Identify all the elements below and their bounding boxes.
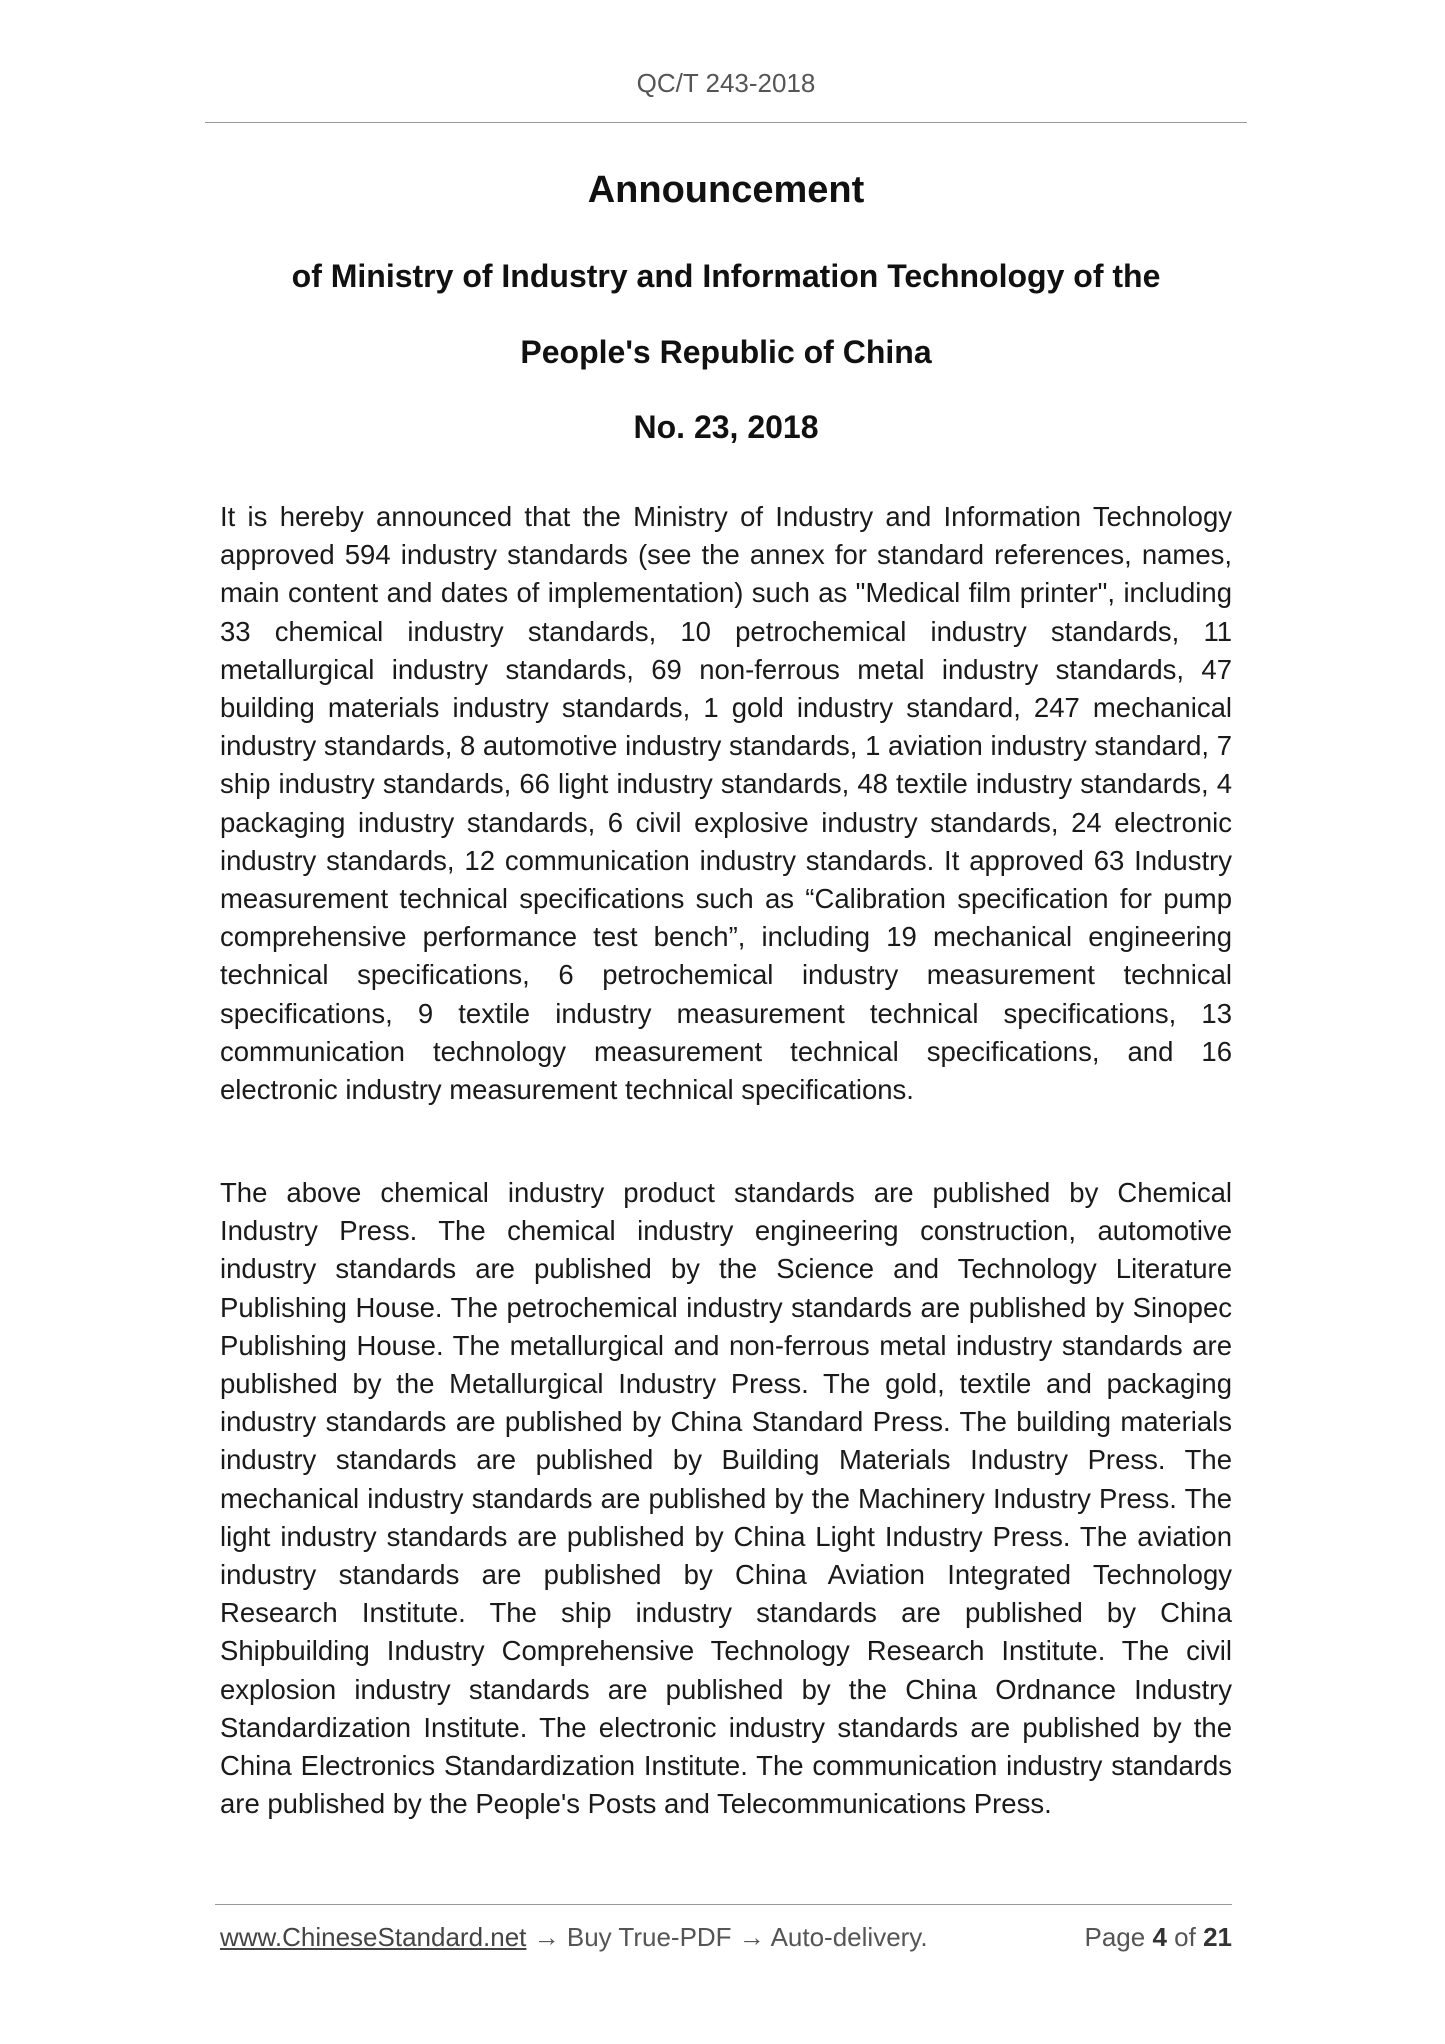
footer-tagline: → Buy True-PDF → Auto-delivery. [526,1922,928,1952]
current-page-number: 4 [1152,1922,1167,1952]
page-counter [1084,1922,1232,1953]
document-code-header: QC/T 243-2018 [636,68,816,98]
body-paragraph-1: It is hereby announced that the Ministry of Industry and Information Technology approved 594 industry standards (see the annex for standard references, names, main content and dates of implementation) such as "Medical film printer", including 33 chemical industry standards, 10 petrochemical industry standards, 11 metallurgical industry standards, 69 non-ferrous metal industry standards, 47 building materials industry standards, 1 gold industry standard, 247 mechanical industry standards, 8 automotive industry standards, 1 aviation industry standard, 7 ship industry standards, 66 light industry standards, 48 textile industry standards, 4 packaging industry standards, 6 civil explosive industry standards, 24 electronic industry standards, 12 communication industry standards. It approved 63 Industry measurement technical specifications such as “Calibration specification for pump comprehensive performance test bench”, including 19 mechanical engineering technical specifications, 6 petrochemical industry measurement technical specifications, 9 textile industry measurement technical specifications, 13 communication technology measurement technical specifications, and 16 electronic industry measurement technical specifications. [220,501,1232,1106]
title-line-1: of Ministry of Industry and Information Technology of the [291,258,1161,294]
page-title: Announcement [587,169,865,211]
page-label: Page [1084,1922,1146,1952]
footer-divider [215,1904,1232,1905]
website-link[interactable]: www.ChineseStandard.net [220,1922,527,1952]
title-line-2: People's Republic of China [520,334,932,370]
page-of-label: of [1174,1922,1196,1952]
header-divider [205,122,1247,123]
total-pages-number: 21 [1203,1922,1232,1952]
footer-promo [220,1922,928,1953]
body-paragraph-2: The above chemical industry product standards are published by Chemical Industry Press. The chemical industry engineering construction, automotive industry standards are published by the Science and Technology Literature Publishing House. The petrochemical industry standards are published by Sinopec Publishing House. The metallurgical and non-ferrous metal industry standards are published by the Metallurgical Industry Press. The gold, textile and packaging industry standards are published by China Standard Press. The building materials industry standards are published by Building Materials Industry Press. The mechanical industry standards are published by the Machinery Industry Press. The light industry standards are published by China Light Industry Press. The aviation industry standards are published by China Aviation Integrated Technology Research Institute. The ship industry standards are published by China Shipbuilding Industry Comprehensive Technology Research Institute. The civil explosion industry standards are published by the China Ordnance Industry Standardization Institute. The electronic industry standards are published by the China Electronics Standardization Institute. The communication industry standards are published by the People's Posts and Telecommunications Press. [220,1177,1232,1820]
announcement-number: No. 23, 2018 [633,409,819,445]
